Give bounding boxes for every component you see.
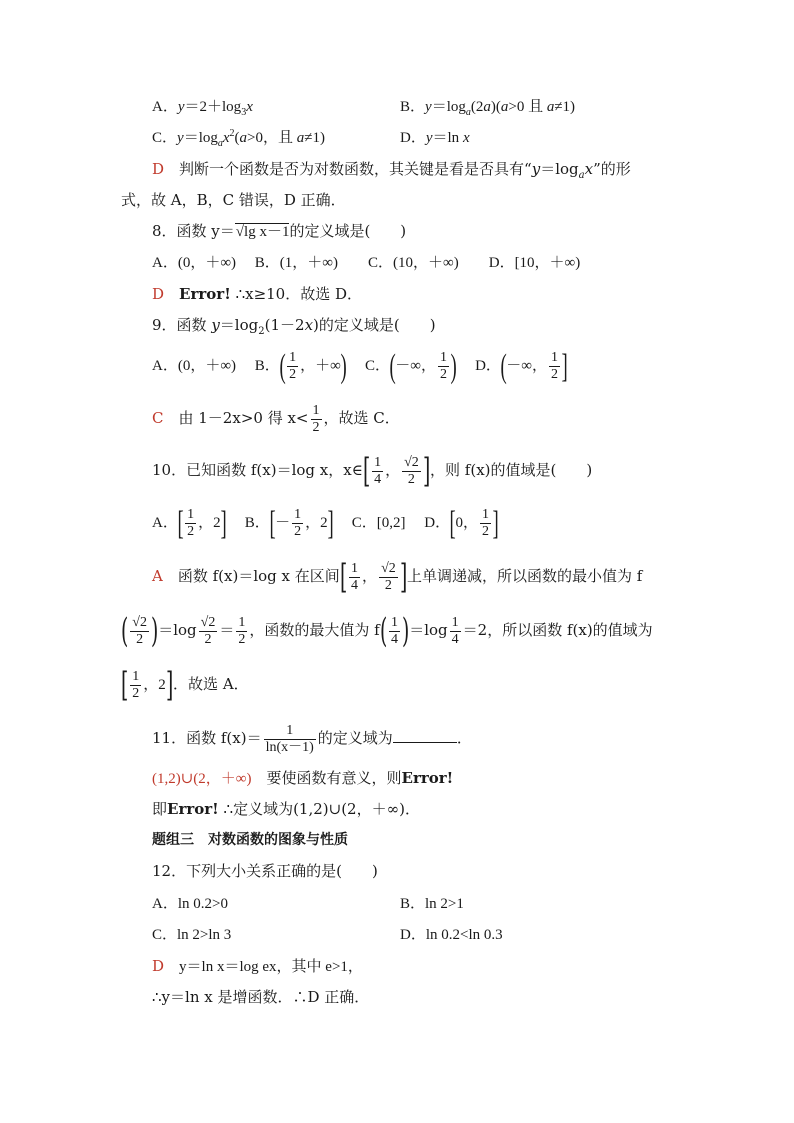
q10-options: A．[ $\frac{1}{2}$ ，2] B．[－ $\frac{1}{2}$ ，2] C．[0,2] D．[0， $\frac{1}{2}$ ] bbox=[152, 504, 499, 542]
q12-option-b: B．ln 2>1 bbox=[400, 896, 464, 912]
option-c: C．$y=\log_ax^2(a>0$，且 a≠1) bbox=[152, 128, 325, 149]
option-d: D．y＝ln x bbox=[400, 130, 470, 146]
option-b: B．$y=\log_a(2a)(a>0$ 且 a≠1) bbox=[400, 99, 576, 118]
option-a: A．$y=2+\log_3x$ bbox=[152, 99, 253, 118]
section-heading: 题组三 对数函数的图象与性质 bbox=[152, 832, 348, 848]
question-10: 10．已知函数 f(x)＝log x，x∈[ $\frac{1}{4}$ ， $\frac{√2}{2}$ ]，则 f(x)的值域是( ) bbox=[152, 451, 593, 491]
q9-options: A．(0，＋∞) B．( $\frac{1}{2}$ ，＋∞) C．(－∞， $\frac{1}{2}$ ) D．(－∞， $\frac{1}{2}$ ] bbox=[152, 347, 568, 385]
q8-options: A．(0，＋∞) B．(1，＋∞) C．(10，＋∞) D．[10，＋∞) bbox=[152, 255, 581, 271]
q12-option-d: D．ln 0.2<ln 0.3 bbox=[400, 927, 503, 943]
sqrt-expr: √lg x－1 bbox=[235, 224, 290, 240]
question-12: 12．下列大小关系正确的是( ) bbox=[152, 862, 378, 880]
solution-8: D Error! ∴x≥10．故选 D． bbox=[152, 285, 363, 303]
solution-7-cont: 式，故 A，B，C 错误，D 正确． bbox=[121, 191, 346, 209]
solution-7: D 判断一个函数是否为对数函数，其关键是看是否具有“$y=\log_ax$”的形 bbox=[152, 160, 631, 181]
q12-option-a: A．ln 0.2>0 bbox=[152, 896, 228, 912]
solution-11: (1,2)∪(2，＋∞) 要使函数有意义，则Error! bbox=[152, 769, 454, 787]
solution-11-cont: 即Error! ∴定义域为(1,2)∪(2，＋∞)． bbox=[152, 800, 420, 818]
solution-10-cont: ( $\frac{√2}{2}$ )＝log $\frac{√2}{2}$ ＝ $\frac{1}{2}$ ，函数的最大值为 f( $\frac{1}{4}$ )＝log $\frac{1}{4}$ ＝2，所以函数 f(x)的值域为 bbox=[120, 611, 653, 651]
solution-10-end: [ $\frac{1}{2}$ ，2]．故选 A． bbox=[120, 665, 249, 705]
answer-letter: D bbox=[152, 160, 165, 178]
answer-blank bbox=[393, 728, 457, 743]
solution-12: D y＝ln x＝log ex，其中 e>1， bbox=[152, 957, 363, 975]
q12-option-c: C．ln 2>ln 3 bbox=[152, 927, 232, 943]
question-8: 8．函数 y＝√lg x－1的定义域是( ) bbox=[152, 222, 407, 240]
solution-12-cont: ∴y＝ln x 是增函数．∴D 正确． bbox=[152, 988, 370, 1006]
solution-9: C 由 1－2x>0 得 x< $\frac{1}{2}$ ，故选 C． bbox=[152, 402, 400, 435]
question-11: 11．函数 f(x)＝ $\frac{1}{\ln(x-1)}$ 的定义域为 ． bbox=[152, 722, 472, 755]
question-9: 9．函数 $y=\log_2(1-2x)$的定义域是( ) bbox=[152, 316, 436, 337]
solution-10: A 函数 f(x)＝log x 在区间[ $\frac{1}{4}$ ， $\frac{√2}{2}$ ]上单调递减，所以函数的最小值为 f bbox=[152, 557, 643, 597]
